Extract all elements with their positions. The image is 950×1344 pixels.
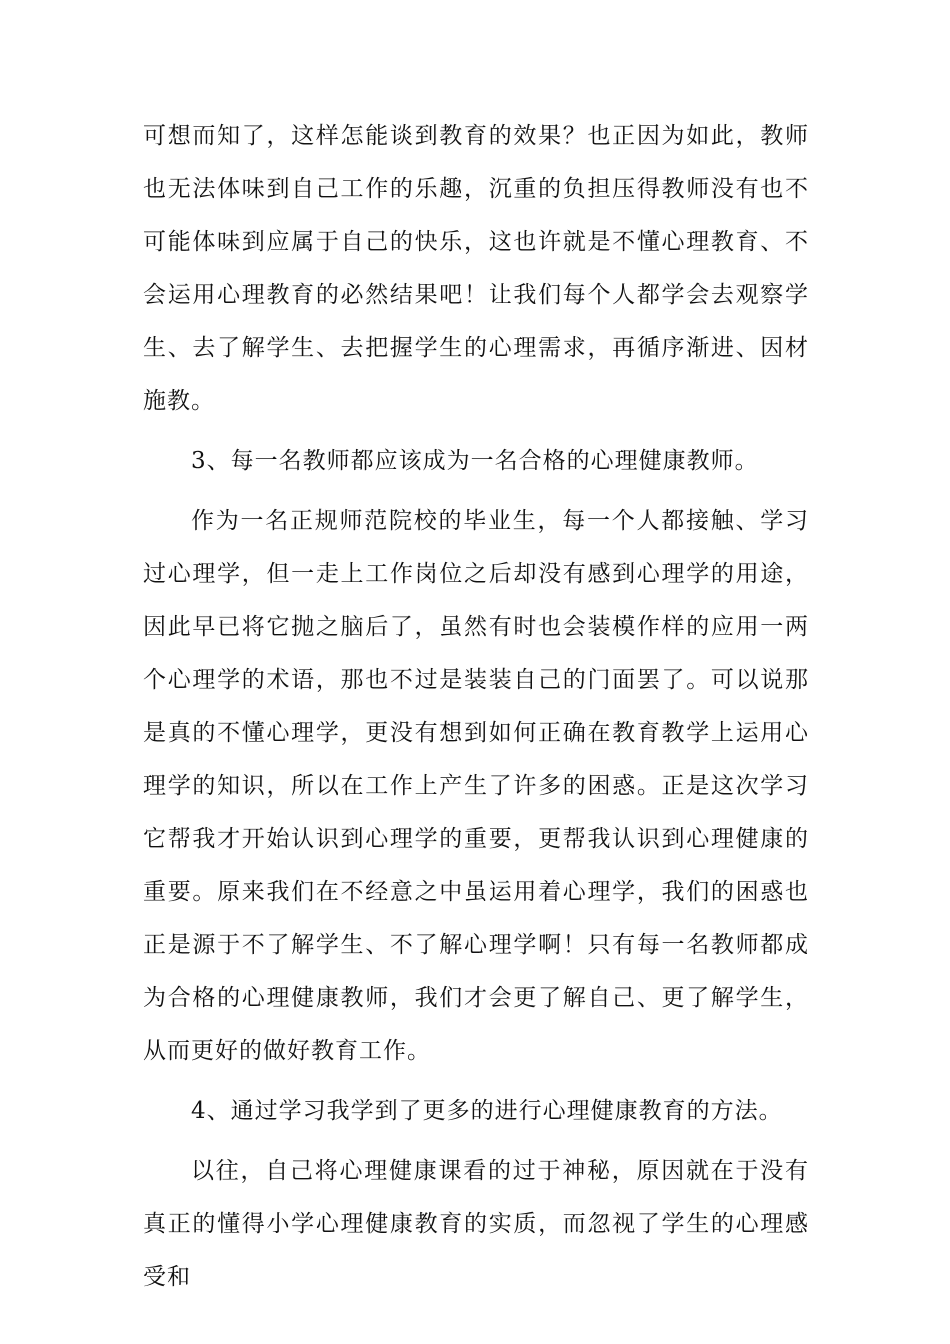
paragraph-section-4: 以往，自己将心理健康课看的过于神秘，原因就在于没有真正的懂得小学心理健康教育的实质，而忽视了学生的心理感受和	[143, 1158, 809, 1290]
paragraph-section-3: 作为一名正规师范院校的毕业生，每一个人都接触、学习过心理学，但一走上工作岗位之后却没有感到心理学的用途，因此早已将它抛之脑后了，虽然有时也会装模作样的应用一两个心理学的术语，那也不过是装装自己的门面罢了。可以说那是真的不懂心理学，更没有想到如何正确在教育教学上运用心理学的知识，所以在工作上产生了许多的困惑。正是这次学习它帮我才开始认识到心理学的重要，更帮我认识到心理健康的重要。原来我们在不经意之中虽运用着心理学，我们的困惑也正是源于不了解学生、不了解心理学啊！只有每一名教师都成为合格的心理健康教师，我们才会更了解自己、更了解学生，从而更好的做好教育工作。	[143, 508, 809, 1064]
section-heading-3: 3、每一名教师都应该成为一名合格的心理健康教师。	[191, 448, 759, 474]
paragraph-continued: 可想而知了，这样怎能谈到教育的效果？也正因为如此，教师也无法体味到自己工作的乐趣，沉重的负担压得教师没有也不可能体味到应属于自己的快乐，这也许就是不懂心理教育、不会运用心理教育的必然结果吧！让我们每个人都学会去观察学生、去了解学生、去把握学生的心理需求，再循序渐进、因材施教。	[143, 123, 809, 414]
section-heading-4: 4、通过学习我学到了更多的进行心理健康教育的方法。	[191, 1098, 783, 1124]
document-body	[143, 110, 809, 1304]
